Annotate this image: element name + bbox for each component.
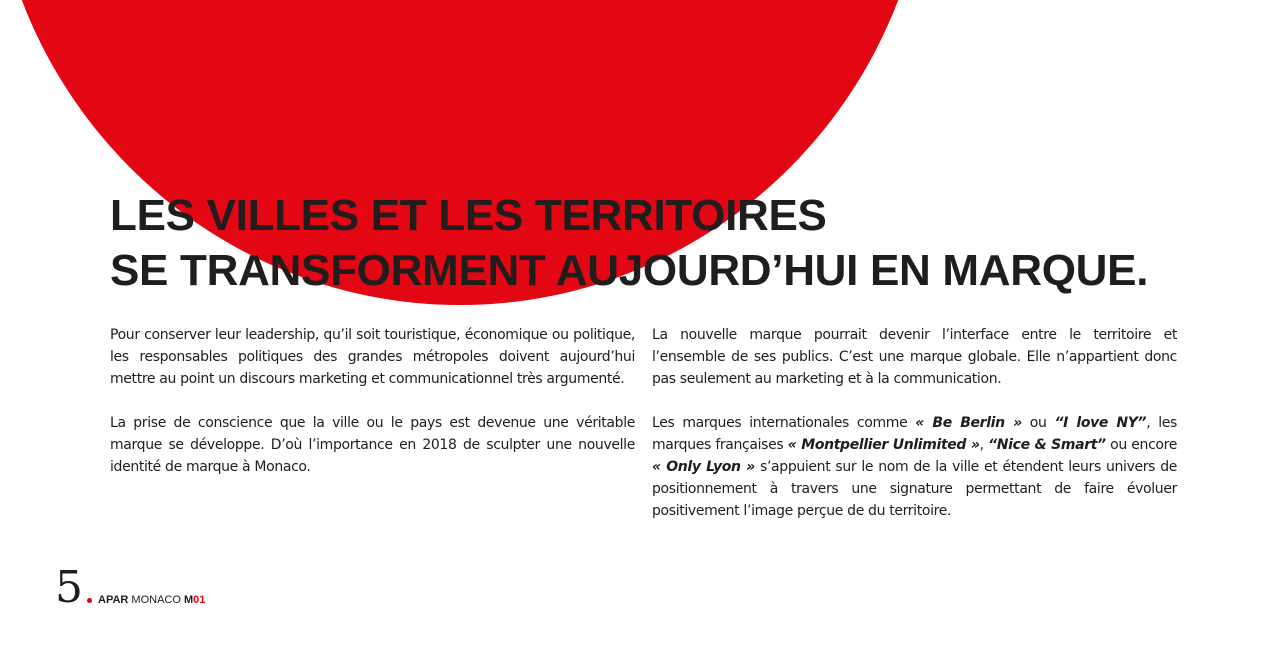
headline-line-2: SE TRANSFORMENT AUJOURD’HUI EN MARQUE.: [110, 246, 1149, 295]
footer-brand-text: MONACO: [128, 594, 184, 606]
footer-brand-m: M: [183, 594, 194, 606]
red-dot-icon: [87, 598, 92, 603]
brand-only-lyon: « Only Lyon »: [652, 459, 755, 475]
right-text-1: Les marques internationales comme: [652, 415, 916, 431]
headline-line-1: LES VILLES ET LES TERRITOIRES: [110, 191, 827, 240]
right-text-2: ou: [1021, 415, 1055, 431]
right-text-3: , les marques françaises: [652, 415, 1177, 453]
right-paragraph-2: [652, 412, 1177, 522]
brand-montpellier-unlimited: « Montpellier Unlimited »: [787, 437, 980, 453]
brand-nice-smart: “Nice & Smart”: [988, 437, 1106, 453]
footer-brand-accent: 01: [193, 594, 206, 606]
right-text-6: s’appuient sur le nom de la ville et étendent leurs univers de positionnement à travers une signature permettant de faire évoluer positivement l’image perçue de du territoire.: [652, 459, 1177, 519]
right-column: [652, 324, 1177, 544]
left-column: [110, 324, 635, 500]
brand-be-berlin: « Be Berlin »: [915, 415, 1022, 431]
footer: [55, 562, 206, 613]
footer-brand: [98, 594, 205, 606]
footer-brand-bold: APAR: [98, 594, 129, 606]
page-number: 5: [55, 562, 83, 613]
left-paragraph-2: La prise de conscience que la ville ou le pays est devenue une véritable marque se développe. D’où l’importance en 2018 de sculpter une nouvelle identité de marque à Monaco.: [110, 415, 635, 475]
right-paragraph-1: La nouvelle marque pourrait devenir l’interface entre le territoire et l’ensemble de ses publics. C’est une marque globale. Elle n’appartient donc pas seulement au marketing et à la communication.: [652, 327, 1177, 387]
right-text-4: ,: [979, 437, 989, 453]
left-paragraph-1: Pour conserver leur leadership, qu’il soit touristique, économique ou politique, les responsables politiques des grandes métropoles doivent aujourd’hui mettre au point un discours marketing et communicationnel très argumenté.: [110, 327, 635, 387]
headline: [110, 188, 1148, 298]
brand-i-love-ny: “I love NY”: [1054, 415, 1147, 431]
right-text-5: ou encore: [1105, 437, 1178, 453]
